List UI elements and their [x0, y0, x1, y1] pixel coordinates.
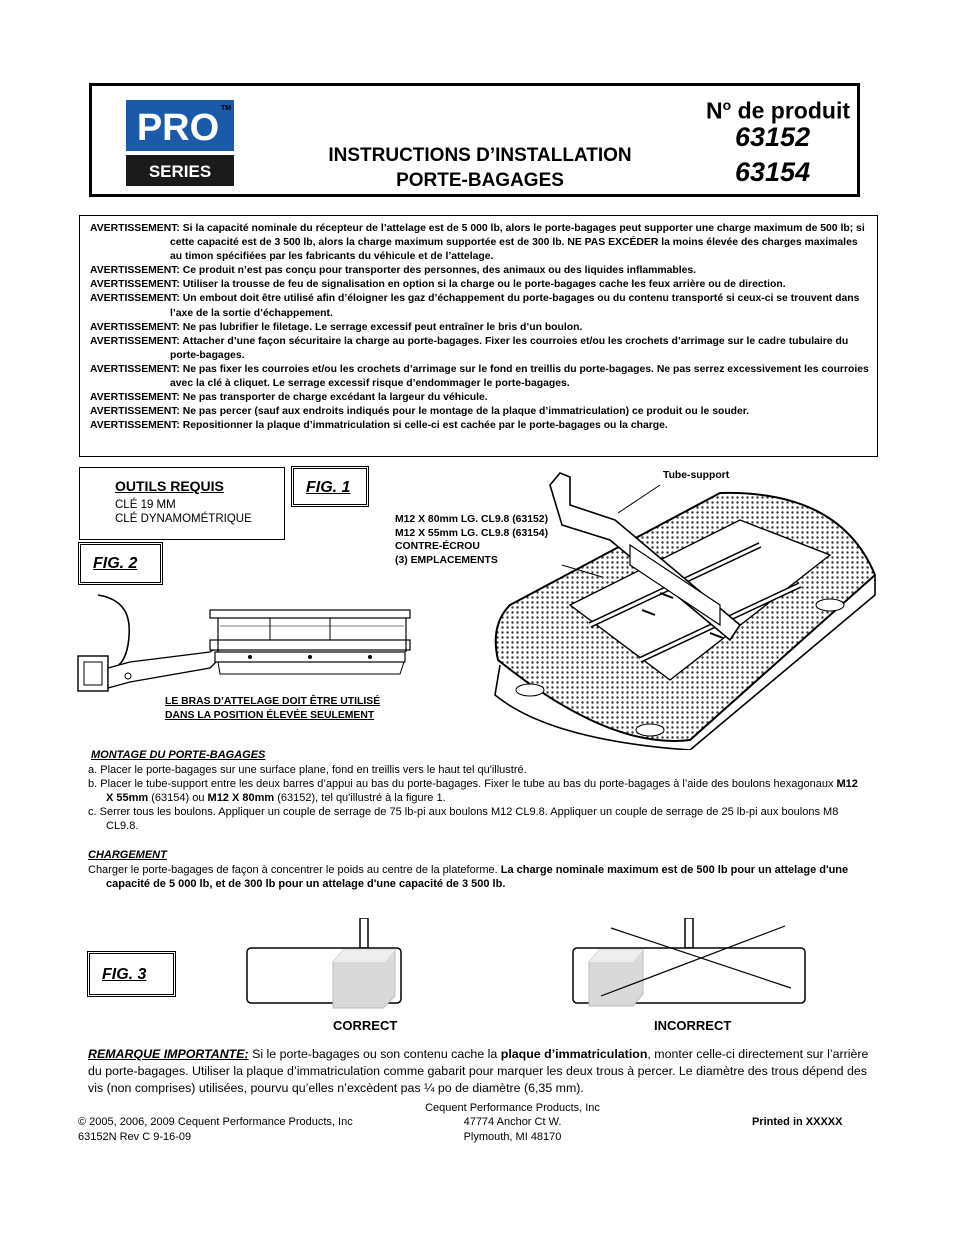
pro-series-logo — [126, 100, 234, 186]
warnings-box — [79, 215, 878, 457]
warning-item: AVERTISSEMENT: Utiliser la trousse de feu de signalisation en option si la charge ou le porte-bagages cache les feux arrière ou de direction. — [90, 279, 786, 291]
warning-item: AVERTISSEMENT: Ne pas percer (sauf aux endroits indiqués pour le montage de la plaque d’immatriculation) ce produit ou le souder. — [90, 406, 750, 418]
tool-item: CLÉ DYNAMOMÉTRIQUE — [115, 513, 252, 525]
warning-item: AVERTISSEMENT: Ne pas transporter de charge excédant la largeur du véhicule. — [90, 392, 488, 404]
warning-item: AVERTISSEMENT: Si la capacité nominale du récepteur de l’attelage est de 5 000 lb, alors le porte-bagages peut supporter une charge maximum de 500 lb; si cette capacité est de 3 500 lb, alors la charge maximum supportée est de 300 lb. NE PAS EXCÉDER la moins élevée des charges maximales au timon spécifiées par les fabricants du véhicule et de l’attelage. — [90, 223, 865, 263]
footer-printed: Printed in XXXXX — [752, 1116, 843, 1128]
fig3-correct-diagram — [245, 918, 405, 1013]
remark-label: REMARQUE IMPORTANTE: — [88, 1047, 249, 1061]
fig2-caption-line-1: LE BRAS D’ATTELAGE DOIT ÊTRE UTILISÉ — [165, 696, 381, 707]
warning-item: AVERTISSEMENT: Attacher d’une façon sécuritaire la charge au porte-bagages. Fixer les courroies et/ou les crochets d’arrimage sur le cadre tubulaire du porte-bagages. — [90, 335, 849, 361]
product-number-2: 63154 — [735, 157, 811, 187]
warning-item: AVERTISSEMENT: Ne pas fixer les courroies et/ou les crochets d’arrimage sur le fond en treillis du porte-bagages. Ne pas serrez excessivement les courroies avec la clé à cliquet. Le serrage excessif risque d’endommager le porte-bagages. — [90, 363, 869, 390]
warning-item: AVERTISSEMENT: Repositionner la plaque d’immatriculation si celle-ci est cachée par le porte-bagages ou la charge. — [90, 420, 668, 432]
footer-street: 47774 Anchor Ct W. — [463, 1116, 562, 1128]
fig3-label: FIG. 3 — [87, 951, 176, 997]
warning-item: AVERTISSEMENT: Ne pas lubrifier le filetage. Le serrage excessif peut entraîner le bris d’un boulon. — [90, 321, 583, 333]
footer-company: Cequent Performance Products, Inc — [425, 1102, 600, 1114]
footer-city: Plymouth, MI 48170 — [463, 1131, 562, 1143]
footer-copyright: © 2005, 2006, 2009 Cequent Performance Products, Inc — [78, 1116, 353, 1128]
fig3-incorrect-label: INCORRECT — [654, 1018, 732, 1033]
tools-title: OUTILS REQUIS — [115, 478, 224, 494]
document-title — [300, 143, 660, 193]
fig1-nut-label: CONTRE-ÉCROU — [395, 541, 480, 552]
logo-pro-text: PRO — [136, 107, 220, 149]
title-line-1: INSTRUCTIONS D’INSTALLATION — [328, 145, 632, 166]
product-sup: o — [722, 97, 732, 113]
fig1-bolt-label-2: M12 X 55mm LG. CL9.8 (63154) — [395, 528, 549, 539]
logo-tm-text: TM — [220, 105, 232, 112]
important-remark: REMARQUE IMPORTANTE: Si le porte-bagages ou son contenu cache la plaque d’immatriculation, monter celle-ci directement sur l’arrière du porte-bagages. Utiliser la plaque d’immatriculation comme gabarit pour marquer les deux trous à percer. Le diamètre des trous dépend des vis (non comprises) utilisées, pourvu qu’elles n’excèdent pas ¼ po de diamètre (6,35 mm). — [88, 1047, 869, 1095]
assembly-step-c: c. Serrer tous les boulons. Appliquer un couple de serrage de 75 lb-pi aux boulons M12 CL9.8. Appliquer un couple de serrage de 25 lb-pi aux boulons M8 CL9.8. — [88, 806, 839, 832]
footer-docnum: 63152N Rev C 9-16-09 — [78, 1131, 192, 1143]
assembly-steps — [88, 763, 868, 833]
product-prefix: N — [706, 97, 723, 124]
fig3-correct-label: CORRECT — [333, 1018, 398, 1033]
fig3-incorrect-diagram — [571, 918, 809, 1013]
warning-item: AVERTISSEMENT: Un embout doit être utilisé afin d’éloigner les gaz d’échappement du porte-bagages ou du contenu transporté si ceux-ci se trouvent dans l’axe de la sortie d’échappement. — [90, 293, 860, 319]
product-number-1: 63152 — [735, 122, 811, 152]
assembly-step-a: a. Placer le porte-bagages sur une surface plane, fond en treillis vers le haut tel qu'illustré. — [88, 764, 527, 776]
title-line-2: PORTE-BAGAGES — [396, 170, 564, 191]
fig1-label: FIG. 1 — [291, 466, 369, 507]
assembly-title: MONTAGE DU PORTE-BAGAGES — [91, 749, 266, 761]
warning-item: AVERTISSEMENT: Ce produit n’est pas conçu pour transporter des personnes, des animaux ou des liquides inflammables. — [90, 265, 697, 277]
fig2-caption-line-2: DANS LA POSITION ÉLEVÉE SEULEMENT — [165, 710, 375, 721]
tool-item: CLÉ 19 MM — [115, 499, 176, 511]
product-label-text: de produit — [731, 97, 851, 124]
logo-series-text: SERIES — [148, 162, 212, 181]
loading-title: CHARGEMENT — [88, 849, 167, 861]
fig1-locations-label: (3) EMPLACEMENTS — [395, 555, 498, 566]
fig1-bolt-label-1: M12 X 80mm LG. CL9.8 (63152) — [395, 514, 549, 525]
fig2-label: FIG. 2 — [78, 542, 163, 585]
loading-text: Charger le porte-bagages de façon à concentrer le poids au centre de la plateforme. La charge nominale maximum est de 500 lb pour un attelage d'une capacité de 5 000 lb, et de 300 lb pour un attelage d'une capacité de 3 500 lb. — [88, 864, 849, 890]
fig1-assembly-drawing — [490, 465, 880, 750]
fig1-tube-support-label: Tube-support — [663, 470, 730, 481]
assembly-step-b: b. Placer le tube-support entre les deux barres d’appui au bas du porte-bagages. Fixer le tube au bas du porte-bagages à l’aide des boulons hexagonaux M12 X 55mm (63154) ou M12 X 80mm (63152), tel qu'illustré à la figure 1. — [88, 778, 858, 804]
